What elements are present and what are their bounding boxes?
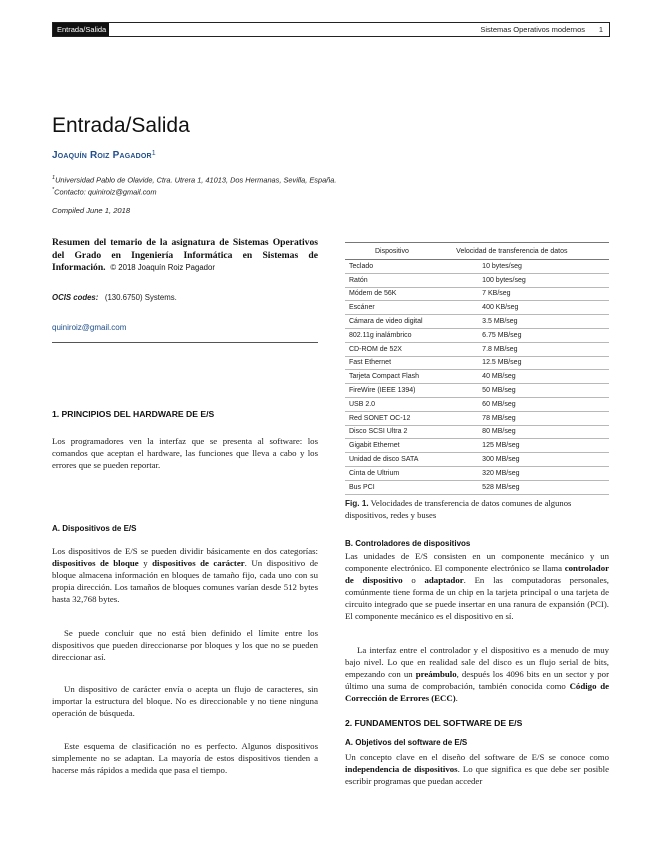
header-right-label: Sistemas Operativos modernos (480, 25, 585, 34)
subsection-a-paragraph-1: Los dispositivos de E/S se pueden dividir básicamente en dos categorías: dispositivos de bloque y dispositivos de carácter. Un dispositivo de bloque almacena información en bloques de tamaño fijo, cada uno con su propia dirección. Los tamaños de bloques comunes varían desde 512 bytes hasta 32,768 bytes. (52, 546, 318, 604)
ocis-codes (52, 293, 177, 302)
table-row (345, 301, 609, 315)
transfer-rate-table (345, 242, 609, 495)
device-cell: Cinta de Ultrium (345, 466, 452, 480)
speed-cell: 50 MB/seg (452, 384, 609, 398)
table-row (345, 397, 609, 411)
device-cell: Escáner (345, 301, 452, 315)
table-row (345, 453, 609, 467)
speed-cell: 400 KB/seg (452, 301, 609, 315)
table-header-device: Dispositivo (345, 243, 452, 260)
speed-cell: 6.75 MB/seg (452, 328, 609, 342)
table-row (345, 273, 609, 287)
abstract-text: Resumen del temario de la asignatura de Sistemas Operativos del Grado en Ingeniería Informática en Sistemas de Información. (52, 237, 318, 274)
speed-cell: 100 bytes/seg (452, 273, 609, 287)
subsection-a-paragraph-2: Se puede concluir que no está bien definido el límite entre los dispositivos que pueden direccionarse por bloques y los que no se pueden direccionar así. (52, 628, 318, 662)
subsection-a-paragraph-3: Un dispositivo de carácter envía o acepta un flujo de caracteres, sin importar la estructura del bloque. No es direccionable y no tiene ninguna operación de búsqueda. (52, 684, 318, 718)
running-header (52, 22, 610, 37)
speed-cell: 60 MB/seg (452, 397, 609, 411)
subsection-a-paragraph-4: Este esquema de clasificación no es perfecto. Algunos dispositivos simplemente no se adaptan. La mayoría de estos dispositivos tienden a hacerse más rápidos a medida que pasa el tiempo. (52, 741, 318, 775)
device-cell: Fast Ethernet (345, 356, 452, 370)
section-2-subheading: A. Objetivos del software de E/S (345, 738, 468, 747)
device-cell: 802.11g inalámbrico (345, 328, 452, 342)
speed-cell: 3.5 MB/seg (452, 315, 609, 329)
contact-email-link[interactable]: quiniroiz@gmail.com (52, 323, 127, 332)
speed-cell: 80 MB/seg (452, 425, 609, 439)
table-row (345, 466, 609, 480)
subsection-b-heading: B. Controladores de dispositivos (345, 539, 471, 548)
speed-cell: 7 KB/seg (452, 287, 609, 301)
author-name: Joaquín Roiz Pagador (52, 150, 152, 161)
device-cell: Unidad de disco SATA (345, 453, 452, 467)
affiliation-1: $^1$Universidad Pablo de Olavide, Ctra. Utrera 1, 41013, Dos Hermanas, Sevilla, España. (52, 175, 337, 185)
speed-cell: 125 MB/seg (452, 439, 609, 453)
table-row (345, 384, 609, 398)
device-cell: CD-ROM de 52X (345, 342, 452, 356)
speed-cell: 10 bytes/seg (452, 260, 609, 274)
ocis-label: OCIS codes: (52, 293, 99, 302)
device-cell: Módem de 56K (345, 287, 452, 301)
caption-text: Velocidades de transferencia de datos comunes de algunos dispositivos, redes y buses (345, 498, 572, 520)
section-2-heading: 2. FUNDAMENTOS DEL SOFTWARE DE E/S (345, 718, 523, 728)
figure-caption (345, 498, 609, 521)
section-1-intro: Los programadores ven la interfaz que se presenta al software: los comandos que aceptan el hardware, las funciones que lleva a cabo y los errores que se pueden reportar. (52, 436, 318, 470)
table-row (345, 356, 609, 370)
author (52, 150, 156, 161)
table-row (345, 328, 609, 342)
speed-cell: 40 MB/seg (452, 370, 609, 384)
table-row (345, 260, 609, 274)
header-left-label: Entrada/Salida (53, 23, 109, 36)
author-marker: 1 (151, 150, 156, 157)
subsection-b-paragraph-2: La interfaz entre el controlador y el dispositivo es a menudo de muy bajo nivel. Lo que en realidad sale del disco es un flujo serial de bits, empezando con un preámbulo, después los 4096 bits en un sector y por último una suma de comprobación, también conocida como Código de Corrección de Errores (ECC). (345, 645, 609, 703)
speed-cell: 300 MB/seg (452, 453, 609, 467)
device-cell: Cámara de video digital (345, 315, 452, 329)
table-row (345, 439, 609, 453)
table-row (345, 480, 609, 494)
caption-label: Fig. 1. (345, 499, 369, 508)
device-cell: Teclado (345, 260, 452, 274)
ocis-value: (130.6750) Systems. (104, 293, 177, 302)
subsection-a-heading: A. Dispositivos de E/S (52, 524, 137, 533)
abstract (52, 237, 318, 275)
device-cell: Bus PCI (345, 480, 452, 494)
table-row (345, 342, 609, 356)
copyright: © 2018 Joaquín Roiz Pagador (110, 263, 215, 273)
table-header-row (345, 243, 609, 260)
divider (52, 342, 318, 343)
table-row (345, 411, 609, 425)
section-1-heading: 1. PRINCIPIOS DEL HARDWARE DE E/S (52, 409, 215, 419)
compiled-date: Compiled June 1, 2018 (52, 206, 131, 215)
speed-cell: 528 MB/seg (452, 480, 609, 494)
device-cell: Tarjeta Compact Flash (345, 370, 452, 384)
device-cell: Red SONET OC-12 (345, 411, 452, 425)
table-row (345, 315, 609, 329)
speed-cell: 12.5 MB/seg (452, 356, 609, 370)
table-row (345, 370, 609, 384)
device-cell: Ratón (345, 273, 452, 287)
device-cell: FireWire (IEEE 1394) (345, 384, 452, 398)
page-title: Entrada/Salida (52, 114, 190, 137)
device-cell: Disco SCSI Ultra 2 (345, 425, 452, 439)
speed-cell: 320 MB/seg (452, 466, 609, 480)
table-row (345, 425, 609, 439)
page-number: 1 (598, 25, 603, 34)
subsection-b-paragraph-1: Las unidades de E/S consisten en un componente mecánico y un componente electrónico. El componente electrónico se llama controlador de dispositivo o adaptador. En las computadoras personales, comúnmente tiene forma de un chip en la tarjeta principal o una tarjeta de circuito integrado que se puede insertar en una ranura de expansión (PCI). El componente mecánico es el dispositivo en sí. (345, 551, 609, 621)
table-header-speed: Velocidad de transferencia de datos (452, 243, 609, 260)
affiliations (52, 173, 382, 198)
speed-cell: 78 MB/seg (452, 411, 609, 425)
table-row (345, 287, 609, 301)
section-2-paragraph-1: Un concepto clave en el diseño del software de E/S se conoce como independencia de dispositivos. Lo que significa es que debe ser posible escribir programas que puedan acceder (345, 752, 609, 786)
speed-cell: 7.8 MB/seg (452, 342, 609, 356)
device-cell: Gigabit Ethernet (345, 439, 452, 453)
affiliation-contact: *Contacto: quiniroiz@gmail.com (52, 187, 157, 197)
device-cell: USB 2.0 (345, 397, 452, 411)
